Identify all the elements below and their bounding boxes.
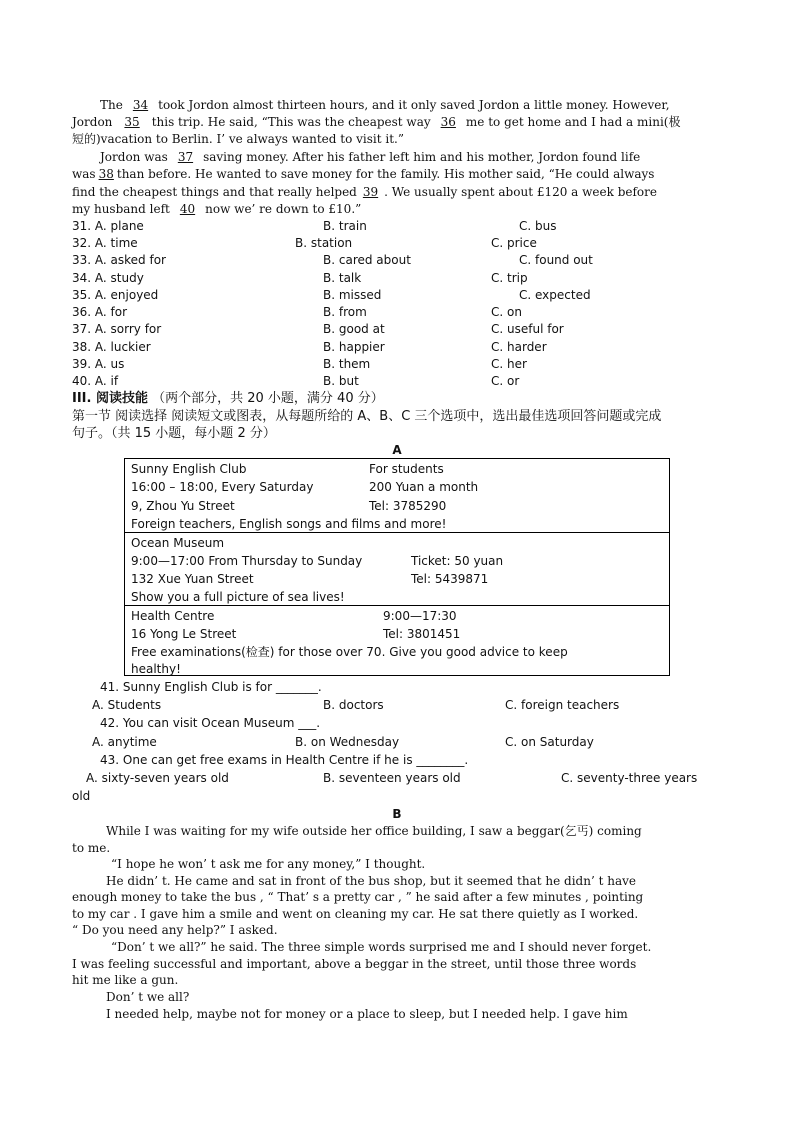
option-38-c: C. harder [491, 340, 547, 354]
question-41-c: C. foreign teachers [505, 698, 620, 712]
passage-line-5: was 38 than before. He wanted to save money for the family. His mother said, “He could always [72, 167, 655, 181]
club-time: 16:00 – 18:00, Every Saturday [131, 480, 314, 494]
option-36-c: C. on [491, 305, 522, 319]
passage-b-line-11: Don’ t we all? [106, 990, 190, 1004]
option-34-b: B. talk [323, 271, 362, 285]
option-39-c: C. her [491, 357, 527, 371]
passage-b-line-2: to me. [72, 841, 111, 855]
passage-b-line-1: While I was waiting for my wife outside her office building, I saw a beggar(乞丐) coming [106, 824, 642, 838]
option-38-b: B. happier [323, 340, 385, 354]
option-33-a: 33. A. asked for [72, 253, 166, 267]
question-43-a: A. sixty-seven years old [86, 771, 229, 785]
option-32-b: B. station [295, 236, 353, 250]
question-43-c-cont: old [72, 789, 91, 803]
health-name: Health Centre [131, 609, 215, 623]
health-description-2: healthy! [131, 662, 181, 676]
museum-name: Ocean Museum [131, 536, 225, 550]
ad-table [124, 458, 670, 676]
passage-b-line-12: I needed help, maybe not for money or a place to sleep, but I needed help. I gave him [106, 1007, 628, 1021]
question-41-b: B. doctors [323, 698, 384, 712]
option-38-a: 38. A. luckier [72, 340, 151, 354]
question-43-c: C. seventy-three years [561, 771, 698, 785]
museum-ticket: Ticket: 50 yuan [411, 554, 504, 568]
option-33-b: B. cared about [323, 253, 411, 267]
option-35-c: C. expected [519, 288, 591, 302]
option-39-a: 39. A. us [72, 357, 125, 371]
passage-line-3: 短的)vacation to Berlin. I’ ve always wanted to visit it.” [72, 132, 404, 146]
club-tel: Tel: 3785290 [369, 499, 447, 513]
passage-b-line-4: He didn’ t. He came and sat in front of the bus shop, but it seemed that he didn’ t have [106, 874, 636, 888]
museum-tel: Tel: 5439871 [411, 572, 489, 586]
question-41-a: A. Students [92, 698, 162, 712]
question-43: 43. One can get free exams in Health Centre if he is ________. [100, 753, 469, 767]
health-address: 16 Yong Le Street [131, 627, 237, 641]
museum-time: 9:00—17:00 From Thursday to Sunday [131, 554, 363, 568]
club-for: For students [369, 462, 444, 476]
question-43-b: B. seventeen years old [323, 771, 461, 785]
health-tel: Tel: 3801451 [383, 627, 461, 641]
option-35-a: 35. A. enjoyed [72, 288, 159, 302]
option-36-a: 36. A. for [72, 305, 128, 319]
passage-b-label: B [392, 807, 402, 821]
question-42-c: C. on Saturday [505, 735, 594, 749]
table-divider-1 [125, 532, 669, 533]
club-price: 200 Yuan a month [369, 480, 479, 494]
passage-line-6: find the cheapest things and that really helped 39 . We usually spent about £120 a week before [72, 185, 657, 199]
part-1-instruction-line-2: 句子。（共 15 小题，每小题 2 分） [72, 426, 276, 441]
passage-b-line-5: enough money to take the bus , “ That’ s a pretty car , ” he said after a few minutes , pointing [72, 890, 644, 904]
option-33-c: C. found out [519, 253, 593, 267]
table-divider-2 [125, 605, 669, 606]
option-40-b: B. but [323, 374, 359, 388]
option-34-a: 34. A. study [72, 271, 144, 285]
part-1-instruction-line-1: 第一节 阅读选择 阅读短文或图表，从每题所给的 A、B、C 三个选项中，选出最佳选项回答问题或完成 [72, 409, 662, 424]
club-address: 9, Zhou Yu Street [131, 499, 235, 513]
option-40-c: C. or [491, 374, 520, 388]
passage-a-label: A [392, 443, 402, 457]
passage-b-line-8: “Don’ t we all?” he said. The three simple words surprised me and I should never forget. [111, 940, 652, 954]
passage-line-1: The 34 took Jordon almost thirteen hours, and it only saved Jordon a little money. However, [100, 98, 670, 112]
health-description-1: Free examinations(检查) for those over 70. Give you good advice to keep [131, 645, 568, 659]
club-name: Sunny English Club [131, 462, 247, 476]
passage-line-7: my husband left 40 now we’ re down to £10.” [72, 202, 362, 216]
passage-line-2: Jordon 35 this trip. He said, “This was the cheapest way 36 me to get home and I had a mini(极 [72, 115, 681, 129]
passage-line-4: Jordon was 37 saving money. After his father left him and his mother, Jordon found life [100, 150, 641, 164]
option-32-a: 32. A. time [72, 236, 138, 250]
passage-b-line-6: to my car . I gave him a smile and went on cleaning my car. He sat there quietly as I worked. [72, 907, 639, 921]
option-37-b: B. good at [323, 322, 385, 336]
museum-description: Show you a full picture of sea lives! [131, 590, 345, 604]
option-36-b: B. from [323, 305, 367, 319]
museum-address: 132 Xue Yuan Street [131, 572, 254, 586]
section-3-heading: III. 阅读技能 （两个部分，共 20 小题，满分 40 分） [72, 391, 384, 406]
passage-b-line-3: “I hope he won’ t ask me for any money,” I thought. [111, 857, 426, 871]
option-31-c: C. bus [519, 219, 557, 233]
option-34-c: C. trip [491, 271, 528, 285]
option-32-c: C. price [491, 236, 537, 250]
option-31-b: B. train [323, 219, 367, 233]
passage-b-line-10: hit me like a gun. [72, 973, 179, 987]
question-42-b: B. on Wednesday [295, 735, 400, 749]
club-description: Foreign teachers, English songs and films and more! [131, 517, 447, 531]
passage-b-line-7: “ Do you need any help?” I asked. [72, 923, 278, 937]
option-35-b: B. missed [323, 288, 382, 302]
option-40-a: 40. A. if [72, 374, 119, 388]
option-37-c: C. useful for [491, 322, 564, 336]
question-42: 42. You can visit Ocean Museum ___. [100, 716, 321, 730]
option-31-a: 31. A. plane [72, 219, 144, 233]
health-time: 9:00—17:30 [383, 609, 457, 623]
option-39-b: B. them [323, 357, 371, 371]
option-37-a: 37. A. sorry for [72, 322, 162, 336]
question-41: 41. Sunny English Club is for _______. [100, 680, 322, 694]
question-42-a: A. anytime [92, 735, 157, 749]
passage-b-line-9: I was feeling successful and important, above a beggar in the street, until those three words [72, 957, 637, 971]
